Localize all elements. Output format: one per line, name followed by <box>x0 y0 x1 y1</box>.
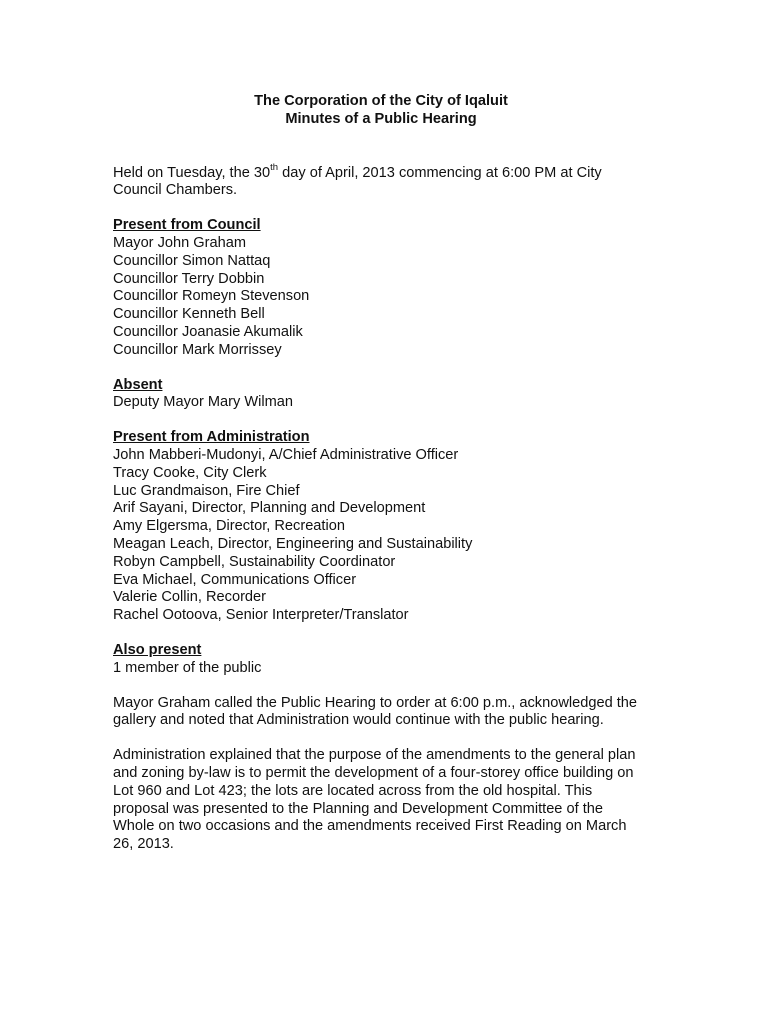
also-present-section <box>113 642 673 678</box>
admin-member: Meagan Leach, Director, Engineering and Sustainability <box>113 535 473 552</box>
held-line-1 <box>113 161 673 183</box>
title-line-2: Minutes of a Public Hearing <box>285 110 477 127</box>
council-member: Mayor John Graham <box>113 234 247 251</box>
paragraph-line: 26, 2013. <box>113 836 174 853</box>
held-prefix: Held on Tuesday, the 30 <box>113 164 271 181</box>
document-title <box>113 93 649 129</box>
admin-member: Luc Grandmaison, Fire Chief <box>113 482 300 499</box>
paragraph-line: Mayor Graham called the Public Hearing to order at 6:00 p.m., acknowledged the <box>113 694 638 711</box>
present-council-section <box>113 217 673 359</box>
title-line-1: The Corporation of the City of Iqaluit <box>254 93 508 109</box>
council-member: Councillor Mark Morrissey <box>113 341 282 358</box>
absent-heading: Absent <box>113 376 163 393</box>
admin-member: Tracy Cooke, City Clerk <box>113 464 267 481</box>
admin-member: John Mabberi-Mudonyi, A/Chief Administrative Officer <box>113 446 459 463</box>
paragraph-line: and zoning by-law is to permit the development of a four-storey office building on <box>113 764 634 781</box>
present-admin-heading: Present from Administration <box>113 429 310 446</box>
present-admin-section <box>113 429 673 625</box>
admin-member: Amy Elgersma, Director, Recreation <box>113 518 345 535</box>
absent-member: Deputy Mayor Mary Wilman <box>113 394 294 411</box>
paragraph-line: proposal was presented to the Planning and Development Committee of the <box>113 800 603 817</box>
absent-section <box>113 377 673 413</box>
also-present-member: 1 member of the public <box>113 659 262 676</box>
admin-member: Robyn Campbell, Sustainability Coordinator <box>113 553 396 570</box>
council-member: Councillor Kenneth Bell <box>113 306 265 323</box>
council-member: Councillor Simon Nattaq <box>113 252 271 269</box>
admin-member: Rachel Ootoova, Senior Interpreter/Translator <box>113 607 409 624</box>
admin-member: Eva Michael, Communications Officer <box>113 571 357 588</box>
council-member: Councillor Romeyn Stevenson <box>113 288 310 305</box>
document-page <box>113 93 673 854</box>
present-council-heading: Present from Council <box>113 217 261 234</box>
also-present-heading: Also present <box>113 641 202 658</box>
held-statement <box>113 161 673 201</box>
paragraph-line: Whole on two occasions and the amendments received First Reading on March <box>113 818 627 835</box>
admin-member: Valerie Collin, Recorder <box>113 589 267 606</box>
council-member: Councillor Joanasie Akumalik <box>113 323 303 340</box>
held-line-2: Council Chambers. <box>113 182 238 199</box>
admin-member: Arif Sayani, Director, Planning and Development <box>113 500 426 517</box>
paragraph-line: gallery and noted that Administration would continue with the public hearing. <box>113 712 604 729</box>
held-suffix: day of April, 2013 commencing at 6:00 PM at City <box>278 164 602 181</box>
paragraph-line: Administration explained that the purpose of the amendments to the general plan <box>113 747 636 764</box>
held-superscript: th <box>270 161 279 173</box>
call-to-order-paragraph <box>113 695 673 731</box>
council-member: Councillor Terry Dobbin <box>113 270 265 287</box>
administration-paragraph <box>113 747 673 854</box>
paragraph-line: Lot 960 and Lot 423; the lots are located across from the old hospital. This <box>113 782 593 799</box>
